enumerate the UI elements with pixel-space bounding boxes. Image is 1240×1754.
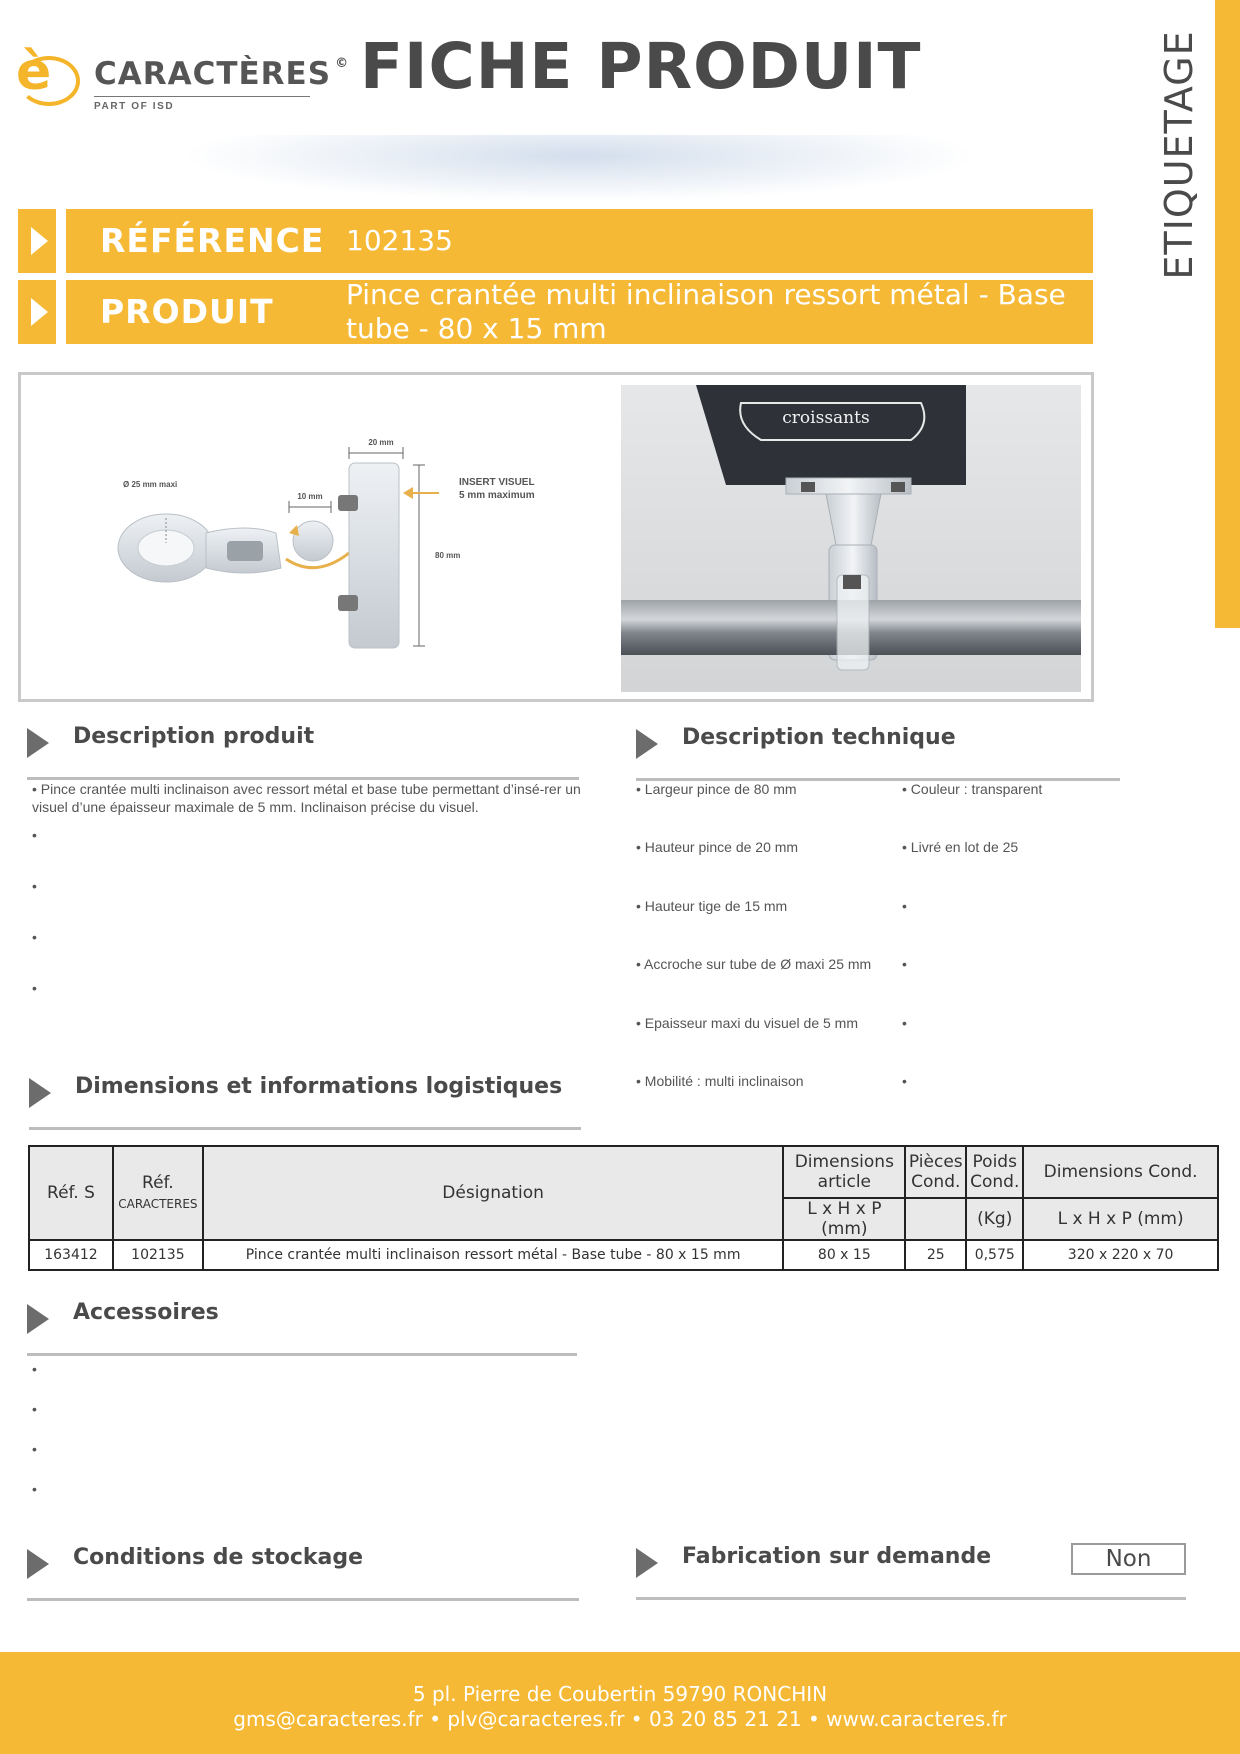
diagram-width-top: 20 mm	[368, 438, 394, 447]
play-arrow-icon	[18, 209, 56, 273]
tech-spec-item: • Accroche sur tube de Ø maxi 25 mm	[636, 956, 872, 972]
dimension-diagram	[31, 383, 581, 688]
tech-spec-item: • Largeur pince de 80 mm	[636, 781, 797, 797]
cell-ref-s: 163412	[29, 1240, 113, 1270]
col-pieces-unit	[905, 1198, 966, 1240]
list-item: •	[32, 1361, 37, 1377]
col-dim-article-1: Dimensions	[794, 1152, 894, 1172]
col-dim-article-unit: L x H x P (mm)	[783, 1198, 905, 1240]
header-haze	[150, 135, 1010, 205]
cell-poids: 0,575	[966, 1240, 1023, 1270]
logistics-table	[28, 1145, 1219, 1271]
cell-ref: 102135	[113, 1240, 203, 1270]
list-item: •	[32, 980, 37, 996]
diagram-insert-1: INSERT VISUEL	[459, 477, 535, 488]
cell-pieces: 25	[905, 1240, 966, 1270]
col-pieces	[905, 1146, 966, 1198]
list-item: •	[32, 878, 37, 894]
page-title: FICHE PRODUIT	[360, 30, 922, 103]
tech-spec-item: • Hauteur pince de 20 mm	[636, 839, 799, 855]
col-ref	[113, 1146, 203, 1240]
tech-spec-item: •	[902, 1073, 907, 1089]
cell-dim-article: 80 x 15	[783, 1240, 905, 1270]
section-rule	[27, 1598, 579, 1601]
table-row	[29, 1240, 1218, 1270]
footer	[0, 1652, 1240, 1754]
logo-e-icon: è	[16, 42, 52, 102]
col-poids-2: Cond.	[970, 1172, 1020, 1192]
col-poids-1: Poids	[972, 1152, 1017, 1172]
logistique-title: Dimensions et informations logistiques	[75, 1074, 563, 1099]
section-arrow-icon	[27, 728, 49, 758]
reference-label: RÉFÉRENCE	[100, 221, 325, 260]
col-poids-unit: (Kg)	[966, 1198, 1023, 1240]
description-produit-text: • Pince crantée multi inclinaison avec ressort métal et base tube permettant d’insé-rer un visuel d’une épaisseur maximale de 5 mm. Inclinaison précise du visuel.	[32, 781, 581, 815]
tech-spec-item: • Hauteur tige de 15 mm	[636, 898, 788, 914]
brand-logo	[16, 42, 350, 116]
brand-tagline: PART OF ISD	[94, 101, 175, 112]
section-arrow-icon	[636, 729, 658, 759]
diagram-height: 80 mm	[435, 551, 461, 560]
list-item: •	[32, 827, 37, 843]
diagram-diameter: Ø 25 mm maxi	[123, 480, 178, 489]
product-row	[18, 280, 1093, 344]
col-pieces-1: Pièces	[908, 1152, 963, 1172]
reference-value: 102135	[346, 224, 453, 258]
section-arrow-icon	[29, 1078, 51, 1108]
col-poids	[966, 1146, 1023, 1198]
tech-spec-item: •	[902, 898, 907, 914]
tech-spec-item: • Epaisseur maxi du visuel de 5 mm	[636, 1015, 858, 1031]
col-ref-label: Réf.	[142, 1173, 174, 1193]
side-category	[1148, 20, 1210, 290]
fabrication-title: Fabrication sur demande	[682, 1544, 992, 1569]
col-dim-article-2: article	[817, 1172, 871, 1192]
list-item: •	[32, 929, 37, 945]
list-item: •	[32, 1401, 37, 1417]
cell-dim-cond: 320 x 220 x 70	[1023, 1240, 1218, 1270]
diagram-insert-2: 5 mm maximum	[459, 490, 535, 501]
tech-spec-item: •	[902, 1015, 907, 1031]
list-item: •	[32, 1481, 37, 1497]
description-technique-header	[636, 719, 1120, 789]
section-rule	[29, 1127, 581, 1130]
section-arrow-icon	[636, 1548, 658, 1578]
play-arrow-icon	[18, 280, 56, 344]
col-dim-cond: Dimensions Cond.	[1023, 1146, 1218, 1198]
col-designation: Désignation	[203, 1146, 784, 1240]
logo-underline	[94, 96, 310, 97]
product-label: PRODUIT	[100, 292, 274, 331]
fabrication-value-box: Non	[1071, 1543, 1186, 1575]
section-arrow-icon	[27, 1304, 49, 1334]
logistique-header	[29, 1068, 581, 1138]
reference-row	[18, 209, 1093, 273]
side-category-label: ETIQUETAGE	[1157, 30, 1201, 280]
col-dim-cond-unit: L x H x P (mm)	[1023, 1198, 1218, 1240]
section-arrow-icon	[27, 1549, 49, 1579]
col-ref-sub: CARACTERES	[118, 1197, 198, 1211]
accessoires-header	[27, 1294, 577, 1364]
list-item: •	[32, 1441, 37, 1457]
stockage-title: Conditions de stockage	[73, 1545, 364, 1570]
tech-spec-item: • Livré en lot de 25	[902, 839, 1019, 855]
side-accent-bar	[1215, 0, 1240, 628]
diagram-width-mid: 10 mm	[297, 492, 323, 501]
product-value: Pince crantée multi inclinaison ressort métal - Base tube - 80 x 15 mm	[346, 278, 1066, 345]
tech-spec-item: •	[902, 956, 907, 972]
photo-sign-text: croissants	[782, 408, 870, 428]
description-produit-title: Description produit	[73, 724, 315, 749]
stockage-header	[27, 1539, 579, 1609]
product-images-frame	[18, 372, 1094, 702]
footer-contacts: gms@caracteres.fr • plv@caracteres.fr • 03 20 85 21 21 • www.caracteres.fr	[233, 1707, 1007, 1731]
col-pieces-2: Cond.	[911, 1172, 961, 1192]
product-photo	[621, 385, 1081, 692]
section-rule	[27, 1353, 577, 1356]
brand-name: CARACTÈRES	[94, 56, 332, 92]
tech-spec-item: • Couleur : transparent	[902, 781, 1043, 797]
cell-designation: Pince crantée multi inclinaison ressort métal - Base tube - 80 x 15 mm	[203, 1240, 784, 1270]
tech-spec-item: • Mobilité : multi inclinaison	[636, 1073, 804, 1089]
footer-address: 5 pl. Pierre de Coubertin 59790 RONCHIN	[412, 1682, 828, 1706]
accessoires-title: Accessoires	[73, 1300, 219, 1325]
section-rule	[636, 1597, 1186, 1600]
col-ref-s: Réf. S	[29, 1146, 113, 1240]
description-produit-header	[27, 718, 583, 788]
brand-copyright: ©	[335, 56, 350, 71]
description-technique-title: Description technique	[682, 725, 956, 750]
col-dim-article	[783, 1146, 905, 1198]
